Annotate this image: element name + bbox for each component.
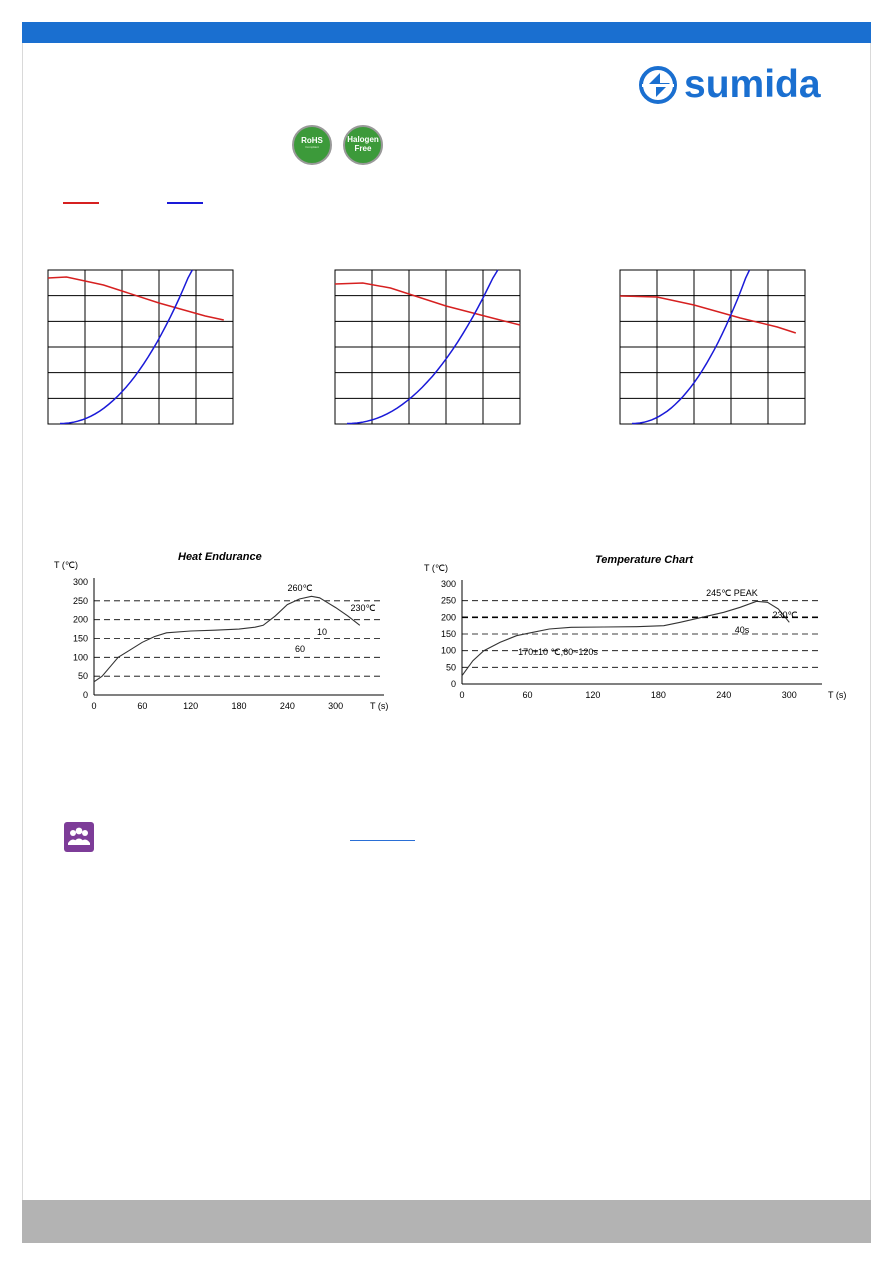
- x-tick-label: 240: [716, 690, 732, 700]
- logo-wordmark: sumida: [684, 63, 821, 106]
- right-border-line: [870, 43, 871, 1203]
- sumida-logo: [638, 63, 833, 111]
- chart-annotation: 245℃ PEAK: [706, 588, 758, 598]
- y-tick-label: 250: [72, 595, 88, 606]
- footer-bar: [22, 1200, 871, 1243]
- chart-annotation: 260℃: [287, 583, 313, 593]
- x-tick-label: 240: [279, 701, 295, 711]
- halogen-badge-title: Halogen: [347, 135, 379, 144]
- x-tick-label: 60: [137, 701, 148, 711]
- heat-endurance-chart: [50, 548, 420, 723]
- x-tick-label: 180: [231, 701, 247, 711]
- y-axis-label: T (℃): [424, 563, 448, 573]
- temperature-profile-line: [462, 601, 789, 675]
- left-border-line: [22, 43, 23, 1203]
- y-axis-label: T (℃): [54, 560, 78, 570]
- chart-annotation: 230℃: [772, 610, 798, 620]
- chart-annotation: 60: [294, 644, 306, 654]
- x-tick-label: 0: [459, 690, 465, 700]
- header-bar: [22, 22, 871, 43]
- halogen-badge-subtitle: Free: [354, 144, 372, 153]
- characteristic-chart-2: [333, 268, 523, 428]
- halogen-free-badge: [343, 125, 383, 165]
- rohs-badge-subtitle: Compliant: [305, 145, 319, 149]
- y-tick-label: 250: [440, 595, 456, 606]
- y-tick-label: 0: [450, 679, 456, 689]
- y-tick-label: 100: [440, 645, 456, 656]
- chart-annotation: 10: [316, 627, 328, 637]
- x-tick-label: 180: [650, 690, 666, 700]
- x-tick-label: 120: [183, 701, 199, 711]
- chart-annotation: 230℃: [350, 603, 376, 613]
- people-glyph: [64, 822, 94, 852]
- chart-annotation: 170±10 ℃,60~120s: [518, 647, 598, 657]
- chart-title: Temperature Chart: [595, 554, 694, 566]
- temperature-chart: [420, 548, 847, 726]
- x-tick-label: 120: [585, 690, 601, 700]
- y-tick-label: 50: [445, 662, 456, 673]
- characteristic-chart-1: [46, 268, 236, 428]
- temperature-profile-line: [94, 596, 360, 682]
- rohs-badge: [292, 125, 332, 165]
- y-tick-label: 200: [440, 612, 456, 623]
- contact-people-icon[interactable]: [64, 822, 94, 852]
- contact-link-underline[interactable]: [350, 840, 415, 841]
- x-axis-label: T (s): [370, 701, 389, 711]
- y-tick-label: 200: [72, 614, 88, 625]
- chart-title: Heat Endurance: [178, 551, 262, 563]
- y-tick-label: 300: [440, 579, 456, 589]
- sumida-emblem-icon: [638, 65, 678, 105]
- y-tick-label: 50: [77, 671, 88, 682]
- x-axis-label: T (s): [828, 690, 847, 700]
- y-tick-label: 150: [72, 633, 88, 644]
- y-tick-label: 100: [72, 652, 88, 663]
- x-tick-label: 300: [328, 701, 344, 711]
- y-tick-label: 150: [440, 629, 456, 639]
- x-tick-label: 60: [522, 690, 533, 700]
- rohs-badge-title: RoHS: [301, 136, 323, 145]
- y-tick-label: 300: [72, 577, 88, 587]
- legend-blue-line: [167, 202, 203, 204]
- legend-red-line: [63, 202, 99, 204]
- chart-annotation: 40s: [734, 625, 750, 635]
- y-tick-label: 0: [82, 690, 88, 700]
- characteristic-chart-3: [618, 268, 808, 428]
- x-tick-label: 0: [91, 701, 97, 711]
- x-tick-label: 300: [781, 690, 797, 700]
